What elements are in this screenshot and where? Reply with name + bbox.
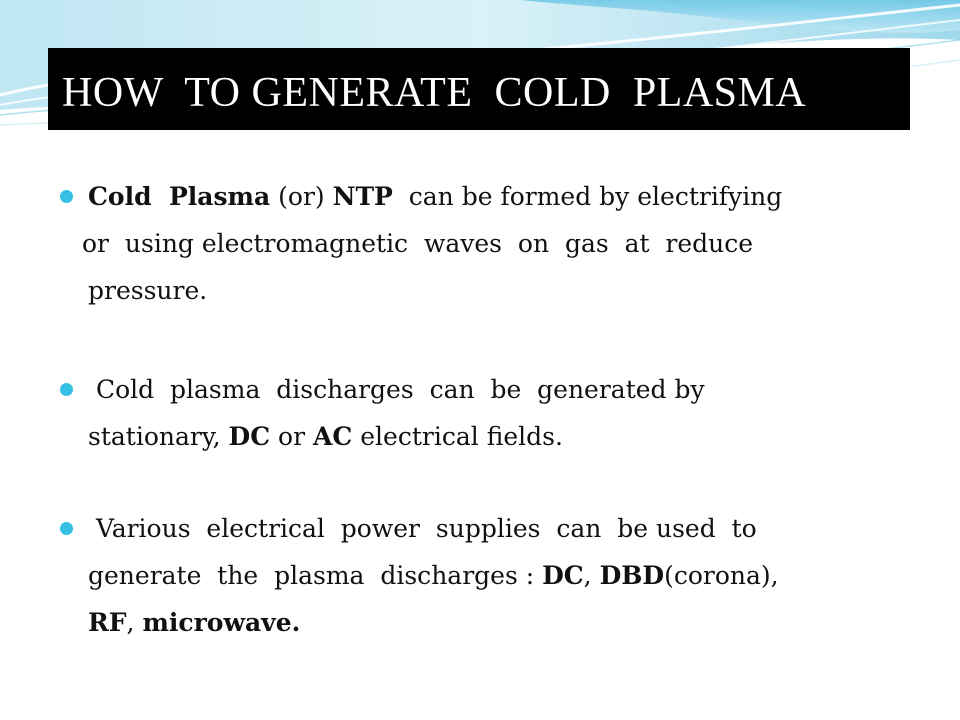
text-run: ,: [583, 561, 600, 590]
bullet-line: [88, 366, 908, 413]
bold-text: Cold Plasma: [88, 182, 271, 211]
text-run: ,: [126, 608, 143, 637]
text-run: Cold plasma discharges can be generated by: [88, 375, 705, 404]
bullet-dot-icon: [60, 190, 73, 203]
bullet-line: [88, 413, 908, 460]
bullet-line: [88, 267, 908, 314]
text-run: electrical fields.: [352, 422, 563, 451]
bullet-item-1: [82, 173, 908, 314]
text-run: or using electromagnetic waves on gas at reduce: [82, 229, 754, 258]
text-run: pressure.: [88, 276, 208, 305]
slide-title: HOW TO GENERATE COLD PLASMA: [62, 70, 807, 116]
bullet-line: [82, 220, 908, 267]
bold-text: microwave.: [142, 608, 301, 637]
bullet-line: [88, 173, 908, 220]
title-banner: [48, 48, 910, 130]
bold-text: AC: [313, 422, 353, 451]
text-run: stationary,: [88, 422, 229, 451]
bold-text: DBD: [599, 561, 665, 590]
text-run: (or): [270, 182, 333, 211]
text-run: generate the plasma discharges :: [88, 561, 543, 590]
text-run: can be formed by electrifying: [392, 182, 783, 211]
bullet-dot-icon: [60, 383, 73, 396]
bold-text: DC: [542, 561, 584, 590]
bullet-item-2: [88, 366, 908, 460]
text-run: Various electrical power supplies can be used to: [88, 514, 757, 543]
text-run: or: [270, 422, 314, 451]
bold-text: RF: [88, 608, 127, 637]
bullet-line: [88, 599, 908, 646]
text-run: (corona),: [664, 561, 779, 590]
bullet-line: [88, 552, 908, 599]
bold-text: NTP: [332, 182, 393, 211]
bold-text: DC: [228, 422, 271, 451]
bullet-line: [88, 505, 908, 552]
bullet-item-3: [88, 505, 908, 646]
bullet-dot-icon: [60, 522, 73, 535]
